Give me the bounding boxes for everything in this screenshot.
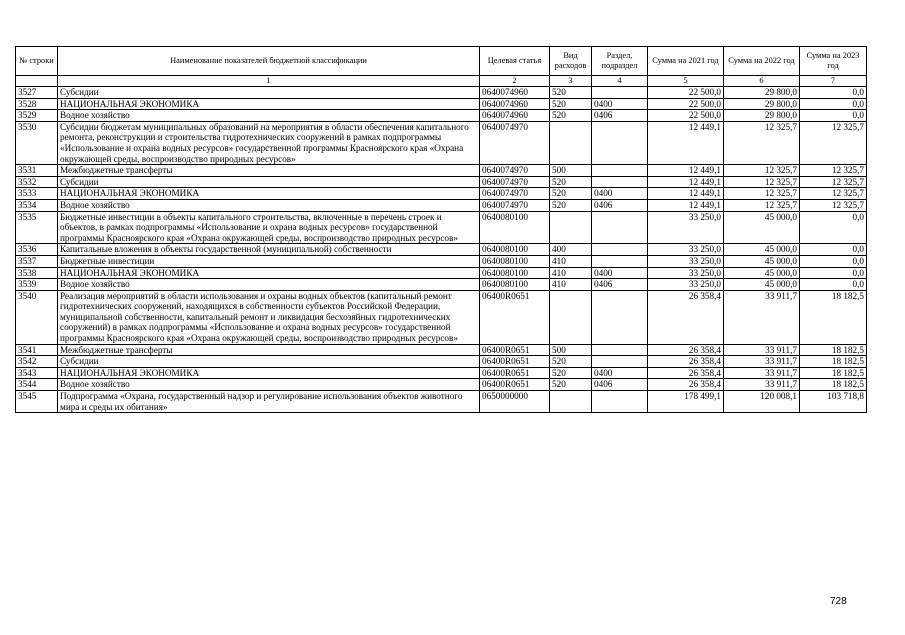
expense-type: 520 bbox=[550, 356, 592, 368]
expense-type: 400 bbox=[550, 244, 592, 256]
column-number: 7 bbox=[800, 76, 867, 87]
indicator-name: Подпрограмма «Охрана, государственный надзор и регулирование использования объектов животного мира и среды их обитания» bbox=[58, 391, 480, 413]
header-sum-2021: Сумма на 2021 год bbox=[648, 47, 724, 76]
sum-2022: 29 800,0 bbox=[724, 87, 800, 99]
indicator-name: Субсидии bbox=[58, 176, 480, 188]
row-number: 3545 bbox=[16, 391, 58, 413]
row-number: 3541 bbox=[16, 344, 58, 356]
budget-table bbox=[15, 46, 867, 413]
indicator-name: НАЦИОНАЛЬНАЯ ЭКОНОМИКА bbox=[58, 188, 480, 200]
indicator-name: НАЦИОНАЛЬНАЯ ЭКОНОМИКА bbox=[58, 267, 480, 279]
indicator-name: Реализация мероприятий в области использования и охраны водных объектов (капитальный ремонт гидротехнических сооружений, находящихся в собственности субъектов Российской Федерации, муниципальной собственности, капитальный ремонт и ликвидация бесхозяйных гидротехнических сооружений) в рамках подпрограммы «Использование и охрана водных ресурсов» государственной программы Красноярского края «Охрана окружающей среды, воспроизводство природных ресурсов» bbox=[58, 290, 480, 344]
section-code bbox=[592, 290, 648, 344]
header-sum-2023: Сумма на 2023 год bbox=[800, 47, 867, 76]
expense-type: 520 bbox=[550, 199, 592, 211]
target-article: 0640080100 bbox=[480, 255, 550, 267]
target-article: 0640074970 bbox=[480, 176, 550, 188]
indicator-name: Бюджетные инвестиции в объекты капитального строительства, включенные в перечень строек и объектов, в рамках подпрограммы «Использование и охрана водных ресурсов» государственной программы Красноярского края «Охрана окружающей среды, воспроизводство природных ресурсов» bbox=[58, 211, 480, 244]
target-article: 0640074970 bbox=[480, 165, 550, 177]
table-row bbox=[16, 98, 867, 110]
sum-2021: 22 500,0 bbox=[648, 87, 724, 99]
expense-type bbox=[550, 290, 592, 344]
expense-type: 410 bbox=[550, 255, 592, 267]
sum-2023: 0,0 bbox=[800, 244, 867, 256]
section-code bbox=[592, 121, 648, 164]
sum-2022: 120 008,1 bbox=[724, 391, 800, 413]
sum-2023: 18 182,5 bbox=[800, 367, 867, 379]
expense-type bbox=[550, 121, 592, 164]
target-article: 06400R0651 bbox=[480, 367, 550, 379]
row-number: 3543 bbox=[16, 367, 58, 379]
table-row bbox=[16, 244, 867, 256]
sum-2022: 29 800,0 bbox=[724, 98, 800, 110]
table-row bbox=[16, 290, 867, 344]
section-code bbox=[592, 344, 648, 356]
sum-2023: 103 718,8 bbox=[800, 391, 867, 413]
section-code: 0406 bbox=[592, 279, 648, 291]
sum-2021: 22 500,0 bbox=[648, 98, 724, 110]
expense-type: 520 bbox=[550, 188, 592, 200]
sum-2021: 12 449,1 bbox=[648, 165, 724, 177]
row-number: 3539 bbox=[16, 279, 58, 291]
column-number: 4 bbox=[592, 76, 648, 87]
section-code: 0406 bbox=[592, 379, 648, 391]
section-code: 0406 bbox=[592, 110, 648, 122]
section-code: 0400 bbox=[592, 98, 648, 110]
target-article: 0640074970 bbox=[480, 188, 550, 200]
sum-2023: 12 325,7 bbox=[800, 176, 867, 188]
sum-2021: 22 500,0 bbox=[648, 110, 724, 122]
row-number: 3540 bbox=[16, 290, 58, 344]
row-number: 3529 bbox=[16, 110, 58, 122]
table-row bbox=[16, 199, 867, 211]
expense-type: 520 bbox=[550, 87, 592, 99]
section-code bbox=[592, 391, 648, 413]
table-row bbox=[16, 391, 867, 413]
target-article: 06400R0651 bbox=[480, 379, 550, 391]
row-number: 3531 bbox=[16, 165, 58, 177]
target-article: 06400R0651 bbox=[480, 356, 550, 368]
indicator-name: Водное хозяйство bbox=[58, 279, 480, 291]
sum-2023: 12 325,7 bbox=[800, 165, 867, 177]
section-code bbox=[592, 356, 648, 368]
sum-2022: 12 325,7 bbox=[724, 199, 800, 211]
sum-2021: 33 250,0 bbox=[648, 244, 724, 256]
table-row bbox=[16, 176, 867, 188]
sum-2022: 29 800,0 bbox=[724, 110, 800, 122]
column-number: 6 bbox=[724, 76, 800, 87]
indicator-name: Субсидии bbox=[58, 87, 480, 99]
indicator-name: Субсидии bbox=[58, 356, 480, 368]
header-indicator-name: Наименование показателей бюджетной классификации bbox=[58, 47, 480, 76]
target-article: 0640074960 bbox=[480, 110, 550, 122]
row-number: 3528 bbox=[16, 98, 58, 110]
sum-2021: 26 358,4 bbox=[648, 356, 724, 368]
section-code: 0406 bbox=[592, 199, 648, 211]
indicator-name: Субсидии бюджетам муниципальных образований на мероприятия в области обеспечения капитального ремонта, реконструкции и строительства гидротехнических сооружений в рамках подпрограммы «Использование и охрана водных ресурсов» государственной программы Красноярского края «Охрана окружающей среды, воспроизводство природных ресурсов» bbox=[58, 121, 480, 164]
table-row bbox=[16, 379, 867, 391]
table-row bbox=[16, 356, 867, 368]
header-target-article: Целевая статья bbox=[480, 47, 550, 76]
expense-type bbox=[550, 391, 592, 413]
sum-2021: 33 250,0 bbox=[648, 267, 724, 279]
row-number: 3538 bbox=[16, 267, 58, 279]
sum-2023: 18 182,5 bbox=[800, 344, 867, 356]
table-row bbox=[16, 188, 867, 200]
row-number: 3533 bbox=[16, 188, 58, 200]
row-number: 3527 bbox=[16, 87, 58, 99]
row-number: 3534 bbox=[16, 199, 58, 211]
target-article: 0650000000 bbox=[480, 391, 550, 413]
header-row-number: № строки bbox=[16, 47, 58, 76]
table-row bbox=[16, 110, 867, 122]
section-code bbox=[592, 165, 648, 177]
sum-2023: 0,0 bbox=[800, 87, 867, 99]
table-row bbox=[16, 279, 867, 291]
header-section: Раздел, подраздел bbox=[592, 47, 648, 76]
indicator-name: Бюджетные инвестиции bbox=[58, 255, 480, 267]
sum-2021: 12 449,1 bbox=[648, 121, 724, 164]
column-number bbox=[16, 76, 58, 87]
column-number: 3 bbox=[550, 76, 592, 87]
target-article: 06400R0651 bbox=[480, 290, 550, 344]
table-row bbox=[16, 211, 867, 244]
indicator-name: Межбюджетные трансферты bbox=[58, 165, 480, 177]
sum-2023: 0,0 bbox=[800, 98, 867, 110]
indicator-name: Водное хозяйство bbox=[58, 110, 480, 122]
sum-2021: 26 358,4 bbox=[648, 290, 724, 344]
row-number: 3544 bbox=[16, 379, 58, 391]
sum-2023: 0,0 bbox=[800, 211, 867, 244]
section-code bbox=[592, 244, 648, 256]
sum-2021: 12 449,1 bbox=[648, 176, 724, 188]
row-number: 3532 bbox=[16, 176, 58, 188]
table-row bbox=[16, 165, 867, 177]
column-number-row bbox=[16, 76, 867, 87]
sum-2022: 33 911,7 bbox=[724, 356, 800, 368]
expense-type: 410 bbox=[550, 267, 592, 279]
indicator-name: Капитальные вложения в объекты государственной (муниципальной) собственности bbox=[58, 244, 480, 256]
sum-2022: 12 325,7 bbox=[724, 188, 800, 200]
indicator-name: Водное хозяйство bbox=[58, 379, 480, 391]
table-row bbox=[16, 367, 867, 379]
section-code bbox=[592, 211, 648, 244]
target-article: 0640074960 bbox=[480, 98, 550, 110]
sum-2021: 33 250,0 bbox=[648, 255, 724, 267]
page-number: 728 bbox=[830, 596, 847, 607]
table-row bbox=[16, 267, 867, 279]
sum-2021: 178 499,1 bbox=[648, 391, 724, 413]
sum-2022: 12 325,7 bbox=[724, 121, 800, 164]
sum-2022: 45 000,0 bbox=[724, 244, 800, 256]
sum-2023: 18 182,5 bbox=[800, 290, 867, 344]
table-row bbox=[16, 255, 867, 267]
section-code bbox=[592, 87, 648, 99]
row-number: 3537 bbox=[16, 255, 58, 267]
table-row bbox=[16, 87, 867, 99]
expense-type: 500 bbox=[550, 165, 592, 177]
table-row bbox=[16, 344, 867, 356]
section-code bbox=[592, 255, 648, 267]
target-article: 0640074970 bbox=[480, 199, 550, 211]
section-code: 0400 bbox=[592, 267, 648, 279]
sum-2022: 12 325,7 bbox=[724, 165, 800, 177]
sum-2021: 12 449,1 bbox=[648, 188, 724, 200]
indicator-name: Межбюджетные трансферты bbox=[58, 344, 480, 356]
expense-type bbox=[550, 211, 592, 244]
row-number: 3535 bbox=[16, 211, 58, 244]
sum-2021: 33 250,0 bbox=[648, 211, 724, 244]
sum-2023: 12 325,7 bbox=[800, 199, 867, 211]
row-number: 3530 bbox=[16, 121, 58, 164]
sum-2023: 0,0 bbox=[800, 255, 867, 267]
column-number: 5 bbox=[648, 76, 724, 87]
sum-2023: 12 325,7 bbox=[800, 121, 867, 164]
target-article: 0640080100 bbox=[480, 279, 550, 291]
expense-type: 520 bbox=[550, 98, 592, 110]
expense-type: 520 bbox=[550, 110, 592, 122]
sum-2023: 0,0 bbox=[800, 279, 867, 291]
sum-2023: 0,0 bbox=[800, 110, 867, 122]
expense-type: 410 bbox=[550, 279, 592, 291]
sum-2022: 45 000,0 bbox=[724, 211, 800, 244]
sum-2022: 33 911,7 bbox=[724, 290, 800, 344]
column-number: 2 bbox=[480, 76, 550, 87]
expense-type: 500 bbox=[550, 344, 592, 356]
sum-2022: 12 325,7 bbox=[724, 176, 800, 188]
header-expense-type: Вид расходов bbox=[550, 47, 592, 76]
sum-2021: 12 449,1 bbox=[648, 199, 724, 211]
header-sum-2022: Сумма на 2022 год bbox=[724, 47, 800, 76]
indicator-name: НАЦИОНАЛЬНАЯ ЭКОНОМИКА bbox=[58, 98, 480, 110]
sum-2023: 18 182,5 bbox=[800, 379, 867, 391]
indicator-name: Водное хозяйство bbox=[58, 199, 480, 211]
section-code: 0400 bbox=[592, 367, 648, 379]
expense-type: 520 bbox=[550, 176, 592, 188]
sum-2023: 12 325,7 bbox=[800, 188, 867, 200]
sum-2021: 33 250,0 bbox=[648, 279, 724, 291]
row-number: 3542 bbox=[16, 356, 58, 368]
sum-2021: 26 358,4 bbox=[648, 344, 724, 356]
header-row bbox=[16, 47, 867, 76]
indicator-name: НАЦИОНАЛЬНАЯ ЭКОНОМИКА bbox=[58, 367, 480, 379]
sum-2022: 33 911,7 bbox=[724, 344, 800, 356]
target-article: 06400R0651 bbox=[480, 344, 550, 356]
target-article: 0640080100 bbox=[480, 267, 550, 279]
expense-type: 520 bbox=[550, 379, 592, 391]
table-row bbox=[16, 121, 867, 164]
sum-2021: 26 358,4 bbox=[648, 367, 724, 379]
target-article: 0640074970 bbox=[480, 121, 550, 164]
sum-2023: 0,0 bbox=[800, 267, 867, 279]
sum-2023: 18 182,5 bbox=[800, 356, 867, 368]
expense-type: 520 bbox=[550, 367, 592, 379]
sum-2022: 45 000,0 bbox=[724, 279, 800, 291]
column-number: 1 bbox=[58, 76, 480, 87]
sum-2022: 33 911,7 bbox=[724, 367, 800, 379]
section-code: 0400 bbox=[592, 188, 648, 200]
sum-2022: 45 000,0 bbox=[724, 255, 800, 267]
target-article: 0640074960 bbox=[480, 87, 550, 99]
sum-2022: 33 911,7 bbox=[724, 379, 800, 391]
row-number: 3536 bbox=[16, 244, 58, 256]
table-body bbox=[16, 87, 867, 413]
section-code bbox=[592, 176, 648, 188]
target-article: 0640080100 bbox=[480, 211, 550, 244]
target-article: 0640080100 bbox=[480, 244, 550, 256]
sum-2021: 26 358,4 bbox=[648, 379, 724, 391]
sum-2022: 45 000,0 bbox=[724, 267, 800, 279]
